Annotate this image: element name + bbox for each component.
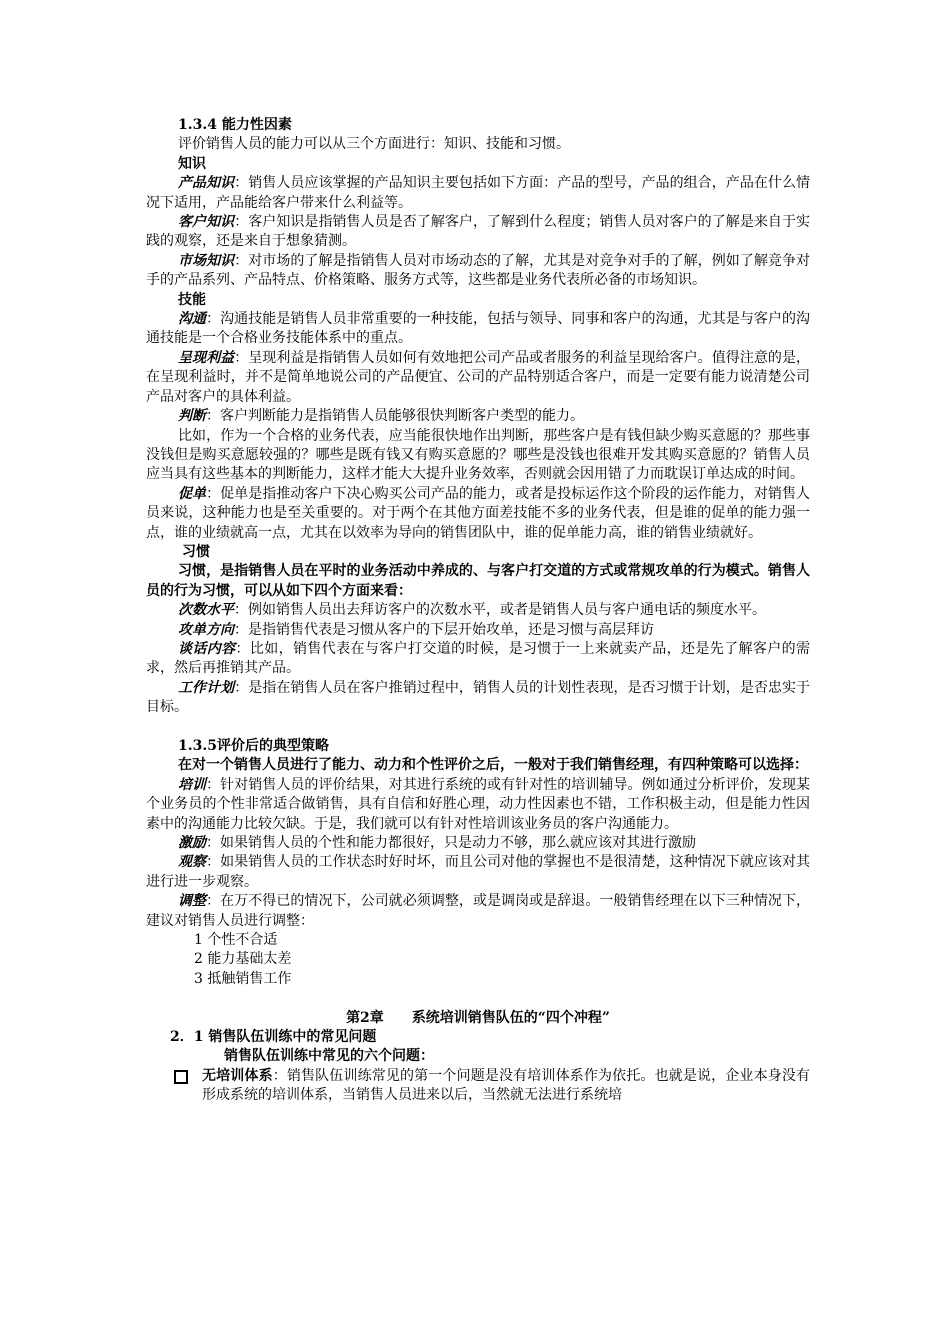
checklist-item: [146, 1067, 810, 1106]
paragraph-market-knowledge: 市场知识：对市场的了解是指销售人员对市场动态的了解，尤其是对竞争对手的了解，例如了解竞争对手的产品系列、产品特点、价格策略、服务方式等，这些都是业务代表所必备的市场知识。: [146, 252, 811, 289]
section-heading-1-3-4: 1.3.4 能力性因素: [178, 117, 292, 133]
list-item: 1 个性不合适: [194, 932, 278, 949]
section-heading-1-3-5: 1.3.5评价后的典型策略: [178, 737, 329, 754]
paragraph-no-training-system: 无培训体系：销售队伍训练常见的第一个问题是没有培训体系作为依托。也就是说，企业本身没有形成系统的培训体系，当销售人员进来以后，当然就无法进行系统培: [202, 1067, 811, 1104]
chapter-title: [146, 1009, 810, 1028]
paragraph-judgement: 判断：客户判断能力是指销售人员能够很快判断客户类型的能力。: [178, 408, 584, 425]
section-heading-2-1: 2．1 销售队伍训练中的常见问题: [170, 1029, 377, 1046]
chapter-number: 第2章: [346, 1009, 384, 1026]
paragraph-judgement-example: 比如，作为一个合格的业务代表，应当能很快地作出判断，那些客户是有钱但缺少购买意愿的？那些事没钱但是购买意愿较强的？哪些是既有钱又有购买意愿的？哪些是没钱也很难开发其购买意愿的？销售人员应当具有这些基本的判断能力，这样才能大大提升业务效率，否则就会因用错了力而耽误订单达成的时间。: [146, 427, 810, 483]
subheading-habits: 习惯: [182, 543, 210, 560]
paragraph-strategy-intro: 在对一个销售人员进行了能力、动力和个性评价之后，一般对于我们销售经理，有四种策略可以选择：: [178, 757, 808, 774]
paragraph-observation: 观察：如果销售人员的工作状态时好时坏，而且公司对他的掌握也不是很清楚，这种情况下就应该对其进行进一步观察。: [146, 854, 811, 890]
paragraph-motivation: 激励：如果销售人员的个性和能力都很好，只是动力不够，那么就应该对其进行激励: [178, 835, 696, 852]
term-attack-direction: 攻单方向: [178, 621, 234, 638]
paragraph-work-plan: 工作计划：是指在销售人员在客户推销过程中，销售人员的计划性表现，是否习惯于计划，是否忠实于目标。: [146, 679, 811, 716]
paragraph-customer-knowledge: 客户知识：客户知识是指销售人员是否了解客户，了解到什么程度；销售人员对客户的了解是来自于实践的观察，还是来自于想象猜测。: [146, 214, 811, 250]
paragraph-six-problems: 销售队伍训练中常见的六个问题：: [224, 1048, 434, 1065]
paragraph-attack-direction: 攻单方向：是指销售代表是习惯从客户的下层开始攻单，还是习惯与高层拜访: [178, 621, 654, 638]
paragraph-habits-definition: 习惯，是指销售人员在平时的业务活动中养成的、与客户打交道的方式或常规攻单的行为模式。销售人员的行为习惯，可以从如下四个方面来看：: [146, 563, 810, 599]
subheading-knowledge: 知识: [178, 155, 206, 172]
list-item: 2 能力基础太差: [194, 951, 292, 968]
term-talk-content: 谈话内容: [178, 640, 236, 657]
chapter-name: 系统培训销售队伍的“四个冲程”: [411, 1009, 610, 1026]
term-customer-knowledge: 客户知识: [178, 214, 235, 231]
term-communication: 沟通: [178, 311, 207, 328]
paragraph-closing: 促单：促单是指推动客户下决心购买公司产品的能力，或者是投标运作这个阶段的运作能力，对销售人员来说，这种能力也是至关重要的。对于两个在其他方面差技能不多的业务代表，但是谁的促单的能力强一点，谁的业绩就高一点，尤其在以效率为导向的销售团队中，谁的促单能力高，谁的销售业绩就好。: [146, 485, 811, 541]
subheading-skills: 技能: [178, 291, 206, 308]
document-page: [146, 116, 810, 1106]
term-product-knowledge: 产品知识: [178, 175, 235, 192]
paragraph-adjustment: 调整：在万不得已的情况下，公司就必须调整，或是调岗或是辞退。一般销售经理在以下三种情况下，建议对销售人员进行调整：: [146, 893, 811, 929]
term-motivation: 激励: [178, 835, 206, 852]
term-present-benefit: 呈现利益: [178, 349, 235, 366]
blank-line: [146, 989, 810, 1008]
paragraph-product-knowledge: 产品知识：销售人员应该掌握的产品知识主要包括如下方面：产品的型号，产品的组合，产品在什么情况下适用，产品能给客户带来什么利益等。: [146, 175, 811, 211]
checkbox-square-icon: [174, 1070, 188, 1084]
term-adjustment: 调整: [178, 893, 207, 910]
paragraph-intro: 评价销售人员的能力可以从三个方面进行：知识、技能和习惯。: [178, 136, 570, 153]
term-market-knowledge: 市场知识: [178, 252, 235, 269]
term-work-plan: 工作计划: [178, 679, 235, 696]
paragraph-present-benefit: 呈现利益：呈现利益是指销售人员如何有效地把公司产品或者服务的利益呈现给客户。值得注意的是，在呈现利益时，并不是简单地说公司的产品便宜、公司的产品特别适合客户，而是一定要有能力说清楚公司产品对客户的具体利益。: [146, 349, 811, 405]
paragraph-visit-frequency: 次数水平：例如销售人员出去拜访客户的次数水平，或者是销售人员与客户通电话的频度水平。: [178, 602, 766, 619]
blank-line: [146, 718, 810, 737]
paragraph-training: 培训：针对销售人员的评价结果，对其进行系统的或有针对性的培训辅导。例如通过分析评价，发现某个业务员的个性非常适合做销售，具有自信和好胜心理，动力性因素也不错，工作积极主动，但是能力性因素中的沟通能力比较欠缺。于是，我们就可以有针对性培训该业务员的客户沟通能力。: [146, 776, 811, 832]
term-training: 培训: [178, 776, 207, 793]
paragraph-talk-content: 谈话内容：比如，销售代表在与客户打交道的时候，是习惯于一上来就卖产品，还是先了解客户的需求，然后再推销其产品。: [146, 640, 811, 677]
term-judgement: 判断: [178, 408, 206, 425]
list-item: 3 抵触销售工作: [194, 970, 292, 987]
term-closing: 促单: [178, 485, 207, 502]
term-observation: 观察: [178, 854, 207, 871]
term-no-training-system: 无培训体系: [202, 1067, 273, 1084]
paragraph-communication: 沟通：沟通技能是销售人员非常重要的一种技能，包括与领导、同事和客户的沟通，尤其是与客户的沟通技能是一个合格业务技能体系中的重点。: [146, 311, 811, 347]
term-visit-frequency: 次数水平: [178, 602, 234, 619]
